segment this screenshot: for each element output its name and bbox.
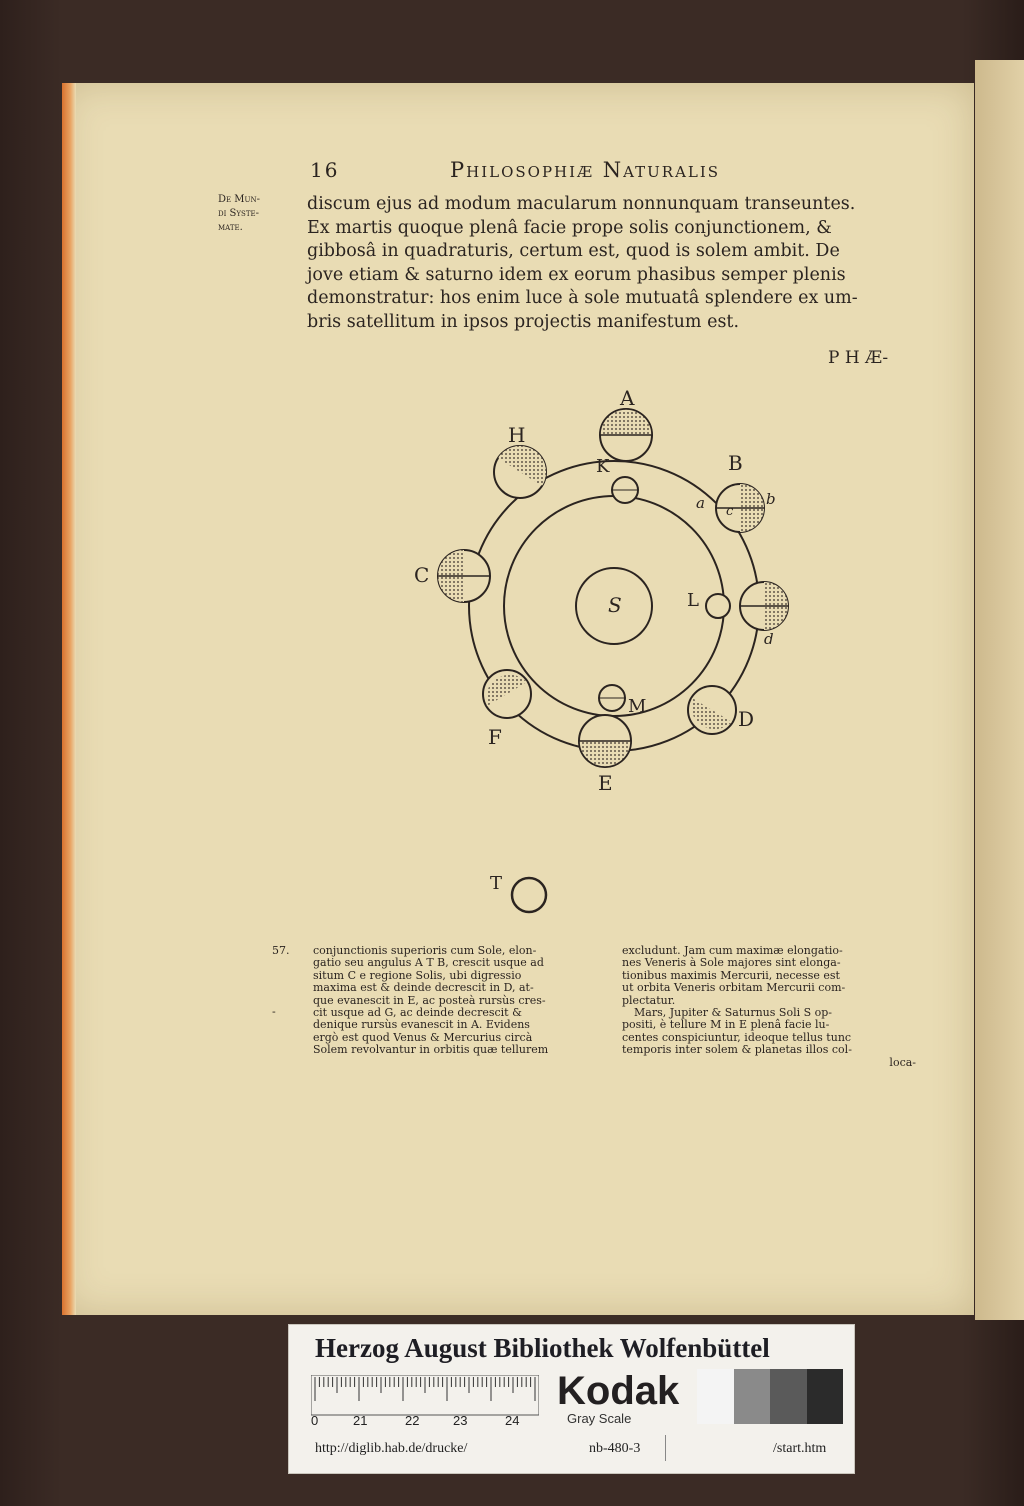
- right-column: [622, 945, 916, 1069]
- tick-label: 23: [453, 1413, 468, 1428]
- text-line: centes conspiciuntur, ideoque tellus tunc: [622, 1030, 852, 1044]
- planet-h: [494, 446, 546, 498]
- left-column: [313, 945, 605, 1057]
- tick-label: 0: [311, 1413, 319, 1428]
- planet-a: [600, 409, 652, 461]
- planet-g: [438, 550, 490, 602]
- gray-scale-label: Gray Scale: [567, 1411, 632, 1426]
- label-l: L: [687, 590, 699, 611]
- label-small-b: b: [766, 490, 776, 508]
- shelfmark: nb-480-3: [589, 1441, 641, 1456]
- text-line: tionibus maximis Mercurii, necesse est: [622, 968, 840, 982]
- text-line: gatio seu angulus A T B, crescit usque ad: [313, 956, 544, 970]
- text-line: bris satellitum in ipsos projectis manifestum est.: [307, 311, 740, 332]
- text-line: demonstratur: hos enim luce à sole mutuatâ splendere ex um-: [307, 288, 858, 308]
- label-k: K: [596, 456, 610, 477]
- planet-b: [716, 484, 764, 532]
- text-line: positi, è tellure M in E plenâ facie lu-: [622, 1018, 830, 1032]
- text-line: maxima est & deinde decrescit in D, at-: [313, 981, 534, 995]
- gray-swatch: [770, 1369, 807, 1424]
- library-color-card: [288, 1324, 855, 1474]
- text-line: loca-: [889, 1055, 916, 1069]
- catchword: P H Æ-: [828, 348, 889, 368]
- label-h: H: [508, 423, 526, 447]
- facing-page-edge: [975, 60, 1024, 1320]
- ruler: [311, 1375, 539, 1417]
- start-path: /start.htm: [773, 1441, 827, 1456]
- earth-mark: [485, 865, 555, 925]
- text-line: cit usque ad G, ac deinde decrescit &: [313, 1006, 522, 1020]
- planet-m: [599, 685, 625, 711]
- gray-swatch: [697, 1369, 734, 1424]
- margin-dash: -: [272, 1005, 276, 1018]
- text-line: nes Veneris à Sole majores sint elonga-: [622, 956, 841, 970]
- label-small-a: a: [696, 494, 705, 512]
- margin-note-line: di Syste-: [218, 208, 259, 219]
- kodak-logo: Kodak: [557, 1369, 680, 1413]
- text-line: discum ejus ad modum macularum nonnunquam transeuntes.: [307, 194, 856, 214]
- section-number: 57.: [272, 944, 290, 957]
- label-small-d: d: [764, 630, 774, 648]
- text-line: situm C e regione Solis, ubi digressio: [313, 968, 522, 982]
- sun-label: S: [608, 593, 622, 617]
- running-header: [310, 158, 910, 188]
- tick-label: 22: [405, 1413, 420, 1428]
- margin-note: [218, 193, 306, 235]
- ruler-tick-labels: [311, 1413, 541, 1431]
- gray-swatch: [807, 1369, 844, 1424]
- margin-note-line: De Mun-: [218, 194, 260, 205]
- label-b: B: [728, 451, 743, 475]
- label-m: M: [628, 696, 647, 717]
- text-line: ergò est quod Venus & Mercurius circà: [313, 1030, 533, 1044]
- planet-e: [579, 715, 631, 767]
- gray-swatches: [697, 1369, 843, 1424]
- earth-label: T: [490, 873, 503, 894]
- library-title: Herzog August Bibliothek Wolfenbüttel: [315, 1333, 770, 1363]
- text-line: jove etiam & saturno idem ex eorum phasibus semper plenis: [307, 264, 846, 285]
- tick-label: 24: [505, 1413, 520, 1428]
- text-line: denique rursùs evanescit in A. Evidens: [313, 1018, 530, 1032]
- label-f: F: [488, 725, 502, 749]
- text-line: temporis inter solem & planetas illos col-: [622, 1043, 852, 1057]
- text-line: que evanescit in E, ac posteà rursùs cres-: [313, 993, 546, 1007]
- source-url: http://diglib.hab.de/drucke/: [315, 1441, 468, 1456]
- text-line: plectatur.: [622, 993, 676, 1007]
- label-c: C: [414, 563, 430, 587]
- margin-note-line: mate.: [218, 222, 243, 233]
- planet-l: [706, 594, 730, 618]
- gray-swatch: [734, 1369, 771, 1424]
- text-line: gibbosâ in quadraturis, certum est, quod is solem ambit. De: [307, 241, 840, 261]
- page-number: 16: [310, 158, 340, 182]
- text-line: Mars, Jupiter & Saturnus Soli S op-: [634, 1006, 833, 1020]
- label-a: A: [620, 386, 635, 410]
- planet-k: [612, 477, 638, 503]
- separator: [665, 1435, 666, 1461]
- orbit-diagram: [400, 380, 820, 810]
- text-line: Solem revolvantur in orbitis quæ tellurem: [313, 1043, 549, 1057]
- page-gutter-edge: [62, 83, 76, 1315]
- running-title: Philosophiæ Naturalis: [450, 158, 721, 182]
- planet-c: [740, 582, 788, 630]
- planet-d: [688, 686, 736, 734]
- text-line: ut orbita Veneris orbitam Mercurii com-: [622, 981, 846, 995]
- label-d: D: [738, 707, 755, 731]
- tick-label: 21: [353, 1413, 368, 1428]
- main-paragraph: [307, 193, 912, 334]
- planet-f: [483, 670, 531, 718]
- text-line: conjunctionis superioris cum Sole, elon-: [313, 944, 537, 957]
- label-small-c: c: [726, 504, 734, 519]
- text-line: excludunt. Jam cum maximæ elongatio-: [622, 944, 843, 957]
- text-line: Ex martis quoque plenâ facie prope solis conjunctionem, &: [307, 217, 832, 238]
- label-e: E: [598, 771, 613, 795]
